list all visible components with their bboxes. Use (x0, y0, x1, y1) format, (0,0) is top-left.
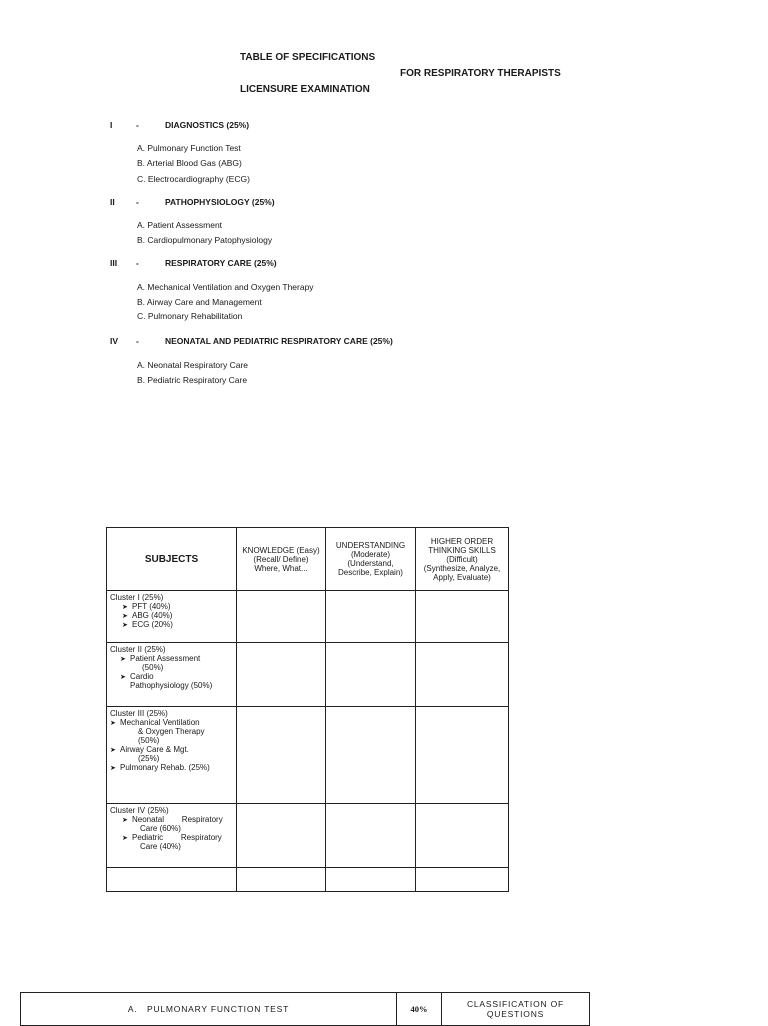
cluster-cell (107, 643, 237, 707)
section-number: III (110, 258, 118, 268)
list-item: B. Arterial Blood Gas (ABG) (137, 158, 242, 168)
header-subjects: SUBJECTS (107, 528, 237, 591)
understanding-cell[interactable] (326, 804, 416, 868)
understanding-cell[interactable] (326, 591, 416, 643)
section-title-diagnostics: DIAGNOSTICS (25%) (165, 120, 250, 130)
header-understanding (326, 528, 416, 591)
arrow-bullet-icon: ➤ (122, 613, 128, 620)
understanding-cell[interactable] (326, 643, 416, 707)
header-understanding-line: Describe, Explain) (338, 568, 403, 577)
section-dash: - (136, 197, 139, 207)
cluster-cell (107, 804, 237, 868)
header-hots-line: (Difficult) (446, 554, 478, 564)
section-title-pathophysiology: PATHOPHYSIOLOGY (25%) (165, 197, 275, 207)
cluster-title: Cluster II (25%) (110, 645, 166, 654)
classification-cell (442, 993, 590, 1026)
table-row (107, 804, 509, 868)
header-knowledge (237, 528, 326, 591)
table-row (107, 707, 509, 804)
pft-classification-table (20, 992, 590, 1026)
cluster-title: Cluster IV (25%) (110, 806, 169, 815)
arrow-bullet-icon: ➤ (110, 765, 116, 772)
list-item: B. Cardiopulmonary Patophysiology (137, 235, 273, 245)
cluster-line-text: Care (60%) (140, 824, 181, 833)
cluster-line-text: Care (40%) (140, 842, 181, 851)
header-understanding-line: (Moderate) (350, 550, 391, 559)
header-understanding-line: (Understand, (347, 559, 394, 568)
cluster-line (110, 672, 233, 681)
cluster-line (110, 815, 233, 824)
cluster-line (110, 602, 233, 611)
cluster-line (110, 654, 233, 663)
list-item: A. Patient Assessment (137, 220, 223, 230)
arrow-bullet-icon: ➤ (120, 656, 126, 663)
empty-cell[interactable] (237, 868, 326, 892)
cluster-line (110, 763, 233, 772)
arrow-bullet-icon: ➤ (122, 835, 128, 842)
cluster-line-text: Pediatric Respiratory (132, 833, 222, 842)
cluster-line-text: Airway Care & Mgt. (120, 745, 189, 754)
percent-cell: 40% (397, 993, 442, 1026)
cluster-line-text: (50%) (142, 663, 164, 672)
cluster-line-text: Mechanical Ventilation (120, 718, 200, 727)
list-item: A. Neonatal Respiratory Care (137, 360, 249, 370)
cluster-line-text: & Oxygen Therapy (138, 727, 205, 736)
cluster-line-text: ABG (40%) (132, 611, 173, 620)
header-hots-line: HIGHER ORDER (430, 536, 494, 546)
list-item: A. Mechanical Ventilation and Oxygen Therapy (137, 282, 314, 292)
header-knowledge-line: (Recall/ Define) (253, 554, 309, 564)
arrow-bullet-icon: ➤ (110, 747, 116, 754)
cluster-line-text: (25%) (138, 754, 160, 763)
section-dash: - (136, 336, 139, 346)
arrow-bullet-icon: ➤ (122, 817, 128, 824)
cluster-line (110, 745, 233, 754)
section-title-neonatal-pediatric: NEONATAL AND PEDIATRIC RESPIRATORY CARE (25%) (165, 336, 393, 346)
list-item: B. Airway Care and Management (137, 297, 262, 307)
list-item: C. Pulmonary Rehabilitation (137, 311, 243, 321)
doc-title-line-3: LICENSURE EXAMINATION (240, 84, 370, 95)
cluster-line (110, 718, 233, 727)
classification-line: CLASSIFICATION OF (466, 999, 565, 1009)
list-item: C. Electrocardiography (ECG) (137, 174, 250, 184)
empty-cell[interactable] (416, 868, 509, 892)
section-dash: - (136, 258, 139, 268)
cluster-line-text: ECG (20%) (132, 620, 173, 629)
list-item: B. Pediatric Respiratory Care (137, 375, 248, 385)
cluster-line-text: (50%) (138, 736, 160, 745)
cluster-line-text: Pulmonary Rehab. (25%) (120, 763, 210, 772)
cluster-title: Cluster I (25%) (110, 593, 164, 602)
cluster-line-text: Neonatal Respiratory (132, 815, 223, 824)
header-hots-line: (Synthesize, Analyze, (423, 563, 501, 573)
arrow-bullet-icon: ➤ (122, 622, 128, 629)
knowledge-cell[interactable] (237, 591, 326, 643)
empty-cell[interactable] (107, 868, 237, 892)
table-header-row (107, 528, 509, 591)
section-number: I (110, 120, 113, 130)
hots-cell[interactable] (416, 707, 509, 804)
cluster-line (110, 611, 233, 620)
section-number: II (110, 197, 115, 207)
section-number: IV (110, 336, 119, 346)
doc-title-line-1: TABLE OF SPECIFICATIONS (240, 52, 376, 63)
arrow-bullet-icon: ➤ (122, 604, 128, 611)
header-hots-line: Apply, Evaluate) (433, 572, 491, 582)
cluster-title: Cluster III (25%) (110, 709, 168, 718)
section-dash: - (136, 120, 139, 130)
section-title-respiratory-care: RESPIRATORY CARE (25%) (165, 258, 277, 268)
arrow-bullet-icon: ➤ (120, 674, 126, 681)
arrow-bullet-icon: ➤ (110, 720, 116, 727)
classification-line: QUESTIONS (486, 1009, 545, 1019)
header-knowledge-line: Where, What... (254, 563, 308, 573)
header-knowledge-line: KNOWLEDGE (Easy) (242, 545, 320, 555)
header-higher-order (416, 528, 509, 591)
cluster-cell (107, 707, 237, 804)
hots-cell[interactable] (416, 804, 509, 868)
doc-title-line-2: FOR RESPIRATORY THERAPISTS (400, 68, 561, 79)
cluster-line-text: Cardio (130, 672, 154, 681)
table-row (107, 643, 509, 707)
cluster-line-text: Pathophysiology (50%) (130, 681, 213, 690)
header-understanding-line: UNDERSTANDING (335, 541, 406, 550)
specification-table (106, 527, 509, 892)
topic-cell: A. PULMONARY FUNCTION TEST (21, 993, 397, 1026)
table-row-empty (107, 868, 509, 892)
knowledge-cell[interactable] (237, 707, 326, 804)
knowledge-cell[interactable] (237, 804, 326, 868)
empty-cell[interactable] (326, 868, 416, 892)
knowledge-cell[interactable] (237, 643, 326, 707)
understanding-cell[interactable] (326, 707, 416, 804)
hots-cell[interactable] (416, 591, 509, 643)
cluster-line-text: Patient Assessment (130, 654, 201, 663)
cluster-line-text: PFT (40%) (132, 602, 171, 611)
list-item: A. Pulmonary Function Test (137, 143, 241, 153)
cluster-line (110, 620, 233, 629)
cluster-line (110, 833, 233, 842)
header-hots-line: THINKING SKILLS (428, 545, 496, 555)
table-row (107, 591, 509, 643)
hots-cell[interactable] (416, 643, 509, 707)
cluster-cell (107, 591, 237, 643)
